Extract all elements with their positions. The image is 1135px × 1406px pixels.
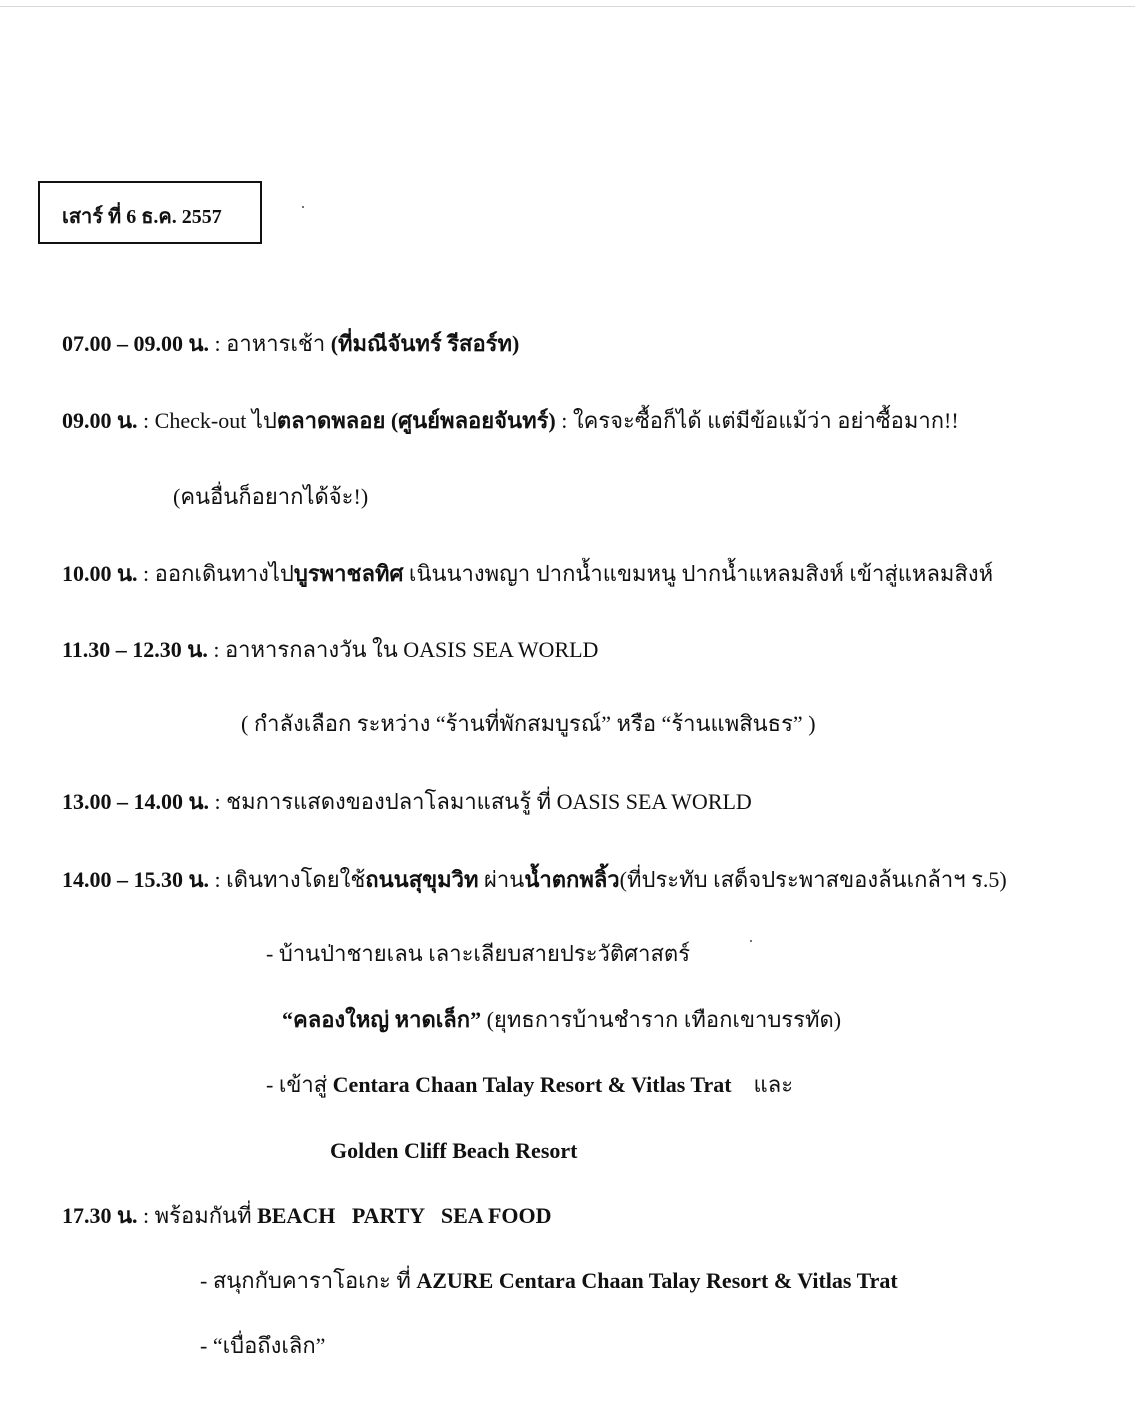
schedule-note-others bbox=[173, 486, 368, 508]
schedule-row-sukhumvit bbox=[62, 869, 1007, 891]
time-label: 09.00 น. bbox=[62, 408, 138, 433]
scan-edge-line bbox=[0, 6, 1135, 7]
note-tail: และ bbox=[731, 1072, 794, 1097]
note-text: - สนุกกับคาราโอเกะ ที่ bbox=[200, 1268, 417, 1293]
schedule-row-breakfast bbox=[62, 333, 519, 355]
date-label: เสาร์ ที่ 6 ธ.ค. 2557 bbox=[62, 206, 222, 228]
separator: : bbox=[137, 408, 155, 433]
note-text: - บ้านป่าชายเลน เลาะเลียบสายประวัติศาสตร์ bbox=[266, 941, 691, 966]
separator: : bbox=[209, 867, 227, 892]
activity-place: (ที่มณีจันทร์ รีสอร์ท) bbox=[330, 331, 520, 356]
activity-road: ถนนสุขุมวิท bbox=[365, 867, 479, 892]
schedule-note-mangrove bbox=[266, 943, 690, 965]
note-bold: AZURE Centara Chaan Talay Resort & Vitlas Trat bbox=[416, 1268, 898, 1293]
schedule-note-karaoke bbox=[200, 1270, 898, 1292]
schedule-note-lunch-choice bbox=[241, 713, 816, 735]
schedule-row-dolphin-show bbox=[62, 791, 752, 813]
activity-text-tail: : ใครจะซื้อก็ได้ แต่มีข้อแม้ว่า อย่าซื้อมาก!! bbox=[555, 408, 959, 433]
time-label: 11.30 – 12.30 น. bbox=[62, 637, 208, 662]
separator: : bbox=[137, 561, 155, 586]
activity-text: อาหารกลางวัน ใน OASIS SEA WORLD bbox=[224, 637, 599, 662]
activity-text: ชมการแสดงของปลาโลมาแสนรู้ ที่ OASIS SEA WORLD bbox=[226, 789, 752, 814]
activity-text: อาหารเช้า bbox=[226, 331, 331, 356]
schedule-row-beach-party bbox=[62, 1205, 552, 1227]
note-text: - “เบื่อถึงเลิก” bbox=[200, 1333, 326, 1358]
activity-text: เดินทางโดยใช้ bbox=[226, 867, 366, 892]
activity-text-tail: (ที่ประทับ เสด็จประพาสของล้นเกล้าฯ ร.5) bbox=[619, 867, 1007, 892]
schedule-note-bored bbox=[200, 1335, 325, 1357]
note-bold: Golden Cliff Beach Resort bbox=[330, 1138, 578, 1163]
time-label: 13.00 – 14.00 น. bbox=[62, 789, 210, 814]
note-text: (คนอื่นก็อยากได้จ้ะ!) bbox=[173, 484, 369, 509]
activity-place: ตลาดพลอย (ศูนย์พลอยจันทร์) bbox=[276, 408, 556, 433]
activity-place: บูรพาชลทิศ bbox=[293, 561, 404, 586]
separator: : bbox=[209, 331, 227, 356]
note-bold: “คลองใหญ่ หาดเล็ก” bbox=[282, 1007, 482, 1032]
scan-speck bbox=[750, 940, 752, 942]
separator: : bbox=[137, 1203, 155, 1228]
date-box bbox=[38, 181, 262, 244]
time-label: 10.00 น. bbox=[62, 561, 138, 586]
activity-text: ออกเดินทางไป bbox=[154, 561, 294, 586]
schedule-note-khlong-yai bbox=[282, 1009, 841, 1031]
activity-text-mid: ผ่าน bbox=[478, 867, 525, 892]
activity-text-tail: เนินนางพญา ปากน้ำแขมหนู ปากน้ำแหลมสิงห์ เข้าสู่แหลมสิงห์ bbox=[403, 561, 994, 586]
schedule-row-departure bbox=[62, 563, 993, 585]
scan-speck bbox=[302, 206, 304, 208]
time-label: 14.00 – 15.30 น. bbox=[62, 867, 210, 892]
note-text: ( กำลังเลือก ระหว่าง “ร้านที่พักสมบูรณ์” หรือ “ร้านแพสินธร” ) bbox=[241, 711, 816, 736]
time-label: 07.00 – 09.00 น. bbox=[62, 331, 210, 356]
separator: : bbox=[207, 637, 225, 662]
time-label: 17.30 น. bbox=[62, 1203, 138, 1228]
schedule-row-checkout bbox=[62, 410, 959, 432]
activity-text: พร้อมกันที่ bbox=[154, 1203, 258, 1228]
note-text: - เข้าสู่ bbox=[266, 1072, 333, 1097]
activity-event: BEACH PARTY SEA FOOD bbox=[257, 1203, 552, 1228]
activity-text: Check-out ไป bbox=[154, 408, 277, 433]
separator: : bbox=[209, 789, 227, 814]
schedule-note-golden-cliff bbox=[330, 1140, 577, 1162]
note-bold: Centara Chaan Talay Resort & Vitlas Trat bbox=[332, 1072, 732, 1097]
note-text: (ยุทธการบ้านชำราก เทือกเขาบรรทัด) bbox=[481, 1007, 842, 1032]
activity-waterfall: น้ำตกพลิ้ว bbox=[524, 867, 620, 892]
schedule-note-centara bbox=[266, 1074, 793, 1096]
schedule-row-lunch bbox=[62, 639, 598, 661]
